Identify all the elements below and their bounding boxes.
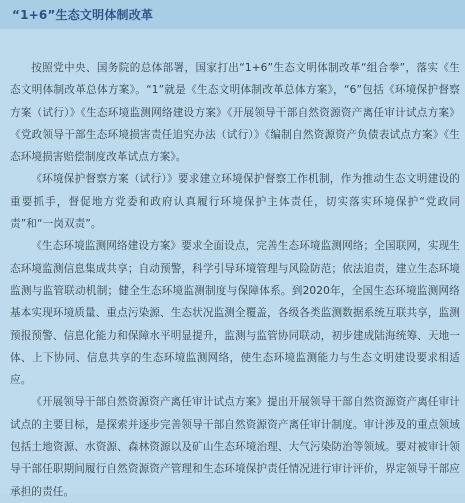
article-paragraph: 按照党中央、国务院的总体部署，国家打出“1+6”生态文明体制改革“组合拳”，落实《生态文明体制改革总体方案》。“1”就是《生态文明体制改革总体方案》，“6”包括《环境保护督察方案（试行）》《生态环境监测网络建设方案》《开展领导干部自然资源资产离任审计试点方案》《党政领导干部生态环境损害责任追究办法（试行）》《编制自然资源资产负债表试点方案》《生态环境损害赔偿制度改革试点方案》。: [10, 62, 460, 164]
article-paragraph: 《生态环境监测网络建设方案》要求全面设点，完善生态环境监测网络；全国联网，实现生态环境监测信息集成共享；自动预警，科学引导环境管理与风险防范；依法追责，建立生态环境监测与监管联动机制；健全生态环境监测制度与保障体系。到2020年，全国生态环境监测网络基本实现环境质量、重点污染源、生态状况监测全覆盖，各级各类监测数据系统互联共享，监测预报预警、信息化能力和保障水平明显提升，监测与监管协同联动，初步建成陆海统筹、天地一体、上下协同、信息共享的生态环境监测网络，使生态环境监测能力与生态文明建设要求相适应。: [10, 240, 460, 387]
article-title: “1+6”生态文明体制改革: [12, 8, 154, 22]
article-paragraph: 《开展领导干部自然资源资产离任审计试点方案》提出开展领导干部自然资源资产离任审计试点的主要目标，是探索并逐步完善领导干部自然资源资产离任审计制度。审计涉及的重点领域包括土地资源、水资源、森林资源以及矿山生态环境治理、大气污染防治等领域。要对被审计领导干部任职期间履行自然资源资产管理和生态环境保护责任情况进行审计评价，界定领导干部应承担的责任。: [10, 396, 460, 498]
title-bar: [0, 0, 465, 29]
article-paragraph: 《环境保护督察方案（试行）》要求建立环境保护督察工作机制，作为推动生态文明建设的重要抓手，督促地方党委和政府认真履行环境保护主体责任，切实落实环境保护“党政同责”和“一岗双责”。: [10, 173, 460, 231]
article-body: [10, 57, 460, 503]
